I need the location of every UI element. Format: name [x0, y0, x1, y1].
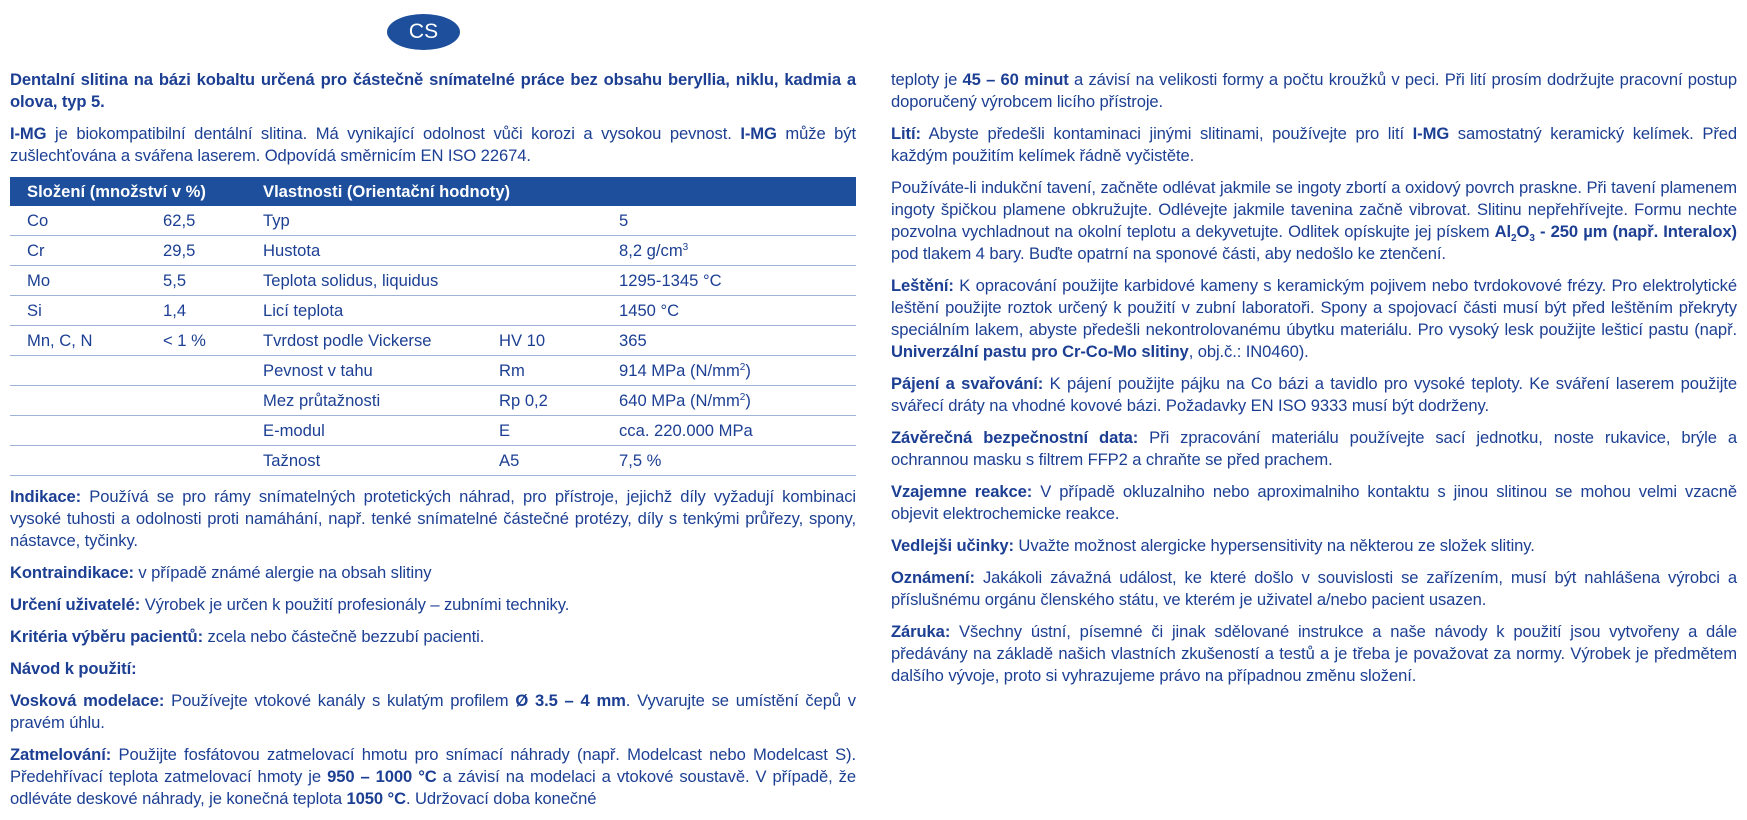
symbol-cell: Rm — [499, 356, 619, 386]
language-badge: CS — [387, 14, 460, 50]
element-cell: Mn, C, N — [10, 326, 163, 356]
property-cell: Tažnost — [263, 446, 499, 476]
percent-cell — [163, 446, 263, 476]
property-cell: Mez průtažnosti — [263, 386, 499, 416]
element-cell — [10, 416, 163, 446]
product-title: Dentalní slitina na bázi kobaltu určená pro částečně snímatelné práce bez obsahu beryllia, niklu, kadmia a olova, typ 5. — [10, 70, 856, 111]
symbol-cell: Rp 0,2 — [499, 386, 619, 416]
table-row — [10, 386, 856, 416]
element-cell — [10, 356, 163, 386]
property-cell: Licí teplota — [263, 296, 499, 326]
property-cell: Typ — [263, 206, 499, 236]
oznameni-paragraph: Oznámení: Jakákoli závažná událost, ke které došlo v souvislosti se zařízením, musí být nahlášena výrobci a příslušnému orgánu členského státu, ve kterém je uživatel a/nebo pacient usazen. — [891, 568, 1737, 609]
property-cell: Tvrdost podle Vickerse — [263, 326, 499, 356]
table-row — [10, 296, 856, 326]
percent-cell: 29,5 — [163, 236, 263, 266]
symbol-cell — [499, 236, 619, 266]
composition-properties-table — [10, 177, 856, 476]
value-cell: cca. 220.000 MPa — [619, 416, 856, 446]
table-row — [10, 236, 856, 266]
element-cell: Mo — [10, 266, 163, 296]
value-cell: 5 — [619, 206, 856, 236]
value-cell: 7,5 % — [619, 446, 856, 476]
table-row — [10, 416, 856, 446]
table-header — [10, 177, 856, 206]
table-row — [10, 326, 856, 356]
zaverecna-data-paragraph: Závěrečná bezpečnostní data: Při zpracování materiálu používejte sací jednotku, noste rukavice, brýle a ochrannou masku s filtrem FFP2 a chraňte se před prachem. — [891, 428, 1737, 469]
value-cell: 914 MPa $(N/mm^2)$ — [619, 356, 856, 386]
property-cell: Teplota solidus, liquidus — [263, 266, 499, 296]
urceni-paragraph: Určení uživatelé: Výrobek je určen k použití profesionály – zubními techniky. — [10, 595, 570, 614]
table-row — [10, 266, 856, 296]
navod-heading: Návod k použití: — [10, 659, 137, 678]
value-cell: 365 — [619, 326, 856, 356]
percent-cell: 1,4 — [163, 296, 263, 326]
left-column — [10, 69, 856, 820]
percent-cell — [163, 356, 263, 386]
zatmelovani-paragraph: Zatmelování: Použijte fosfátovou zatmelovací hmotu pro snímací náhrady (např. Modelcast nebo Modelcast S). Předehřívací teplota zatmelovací hmoty je 950 – 1000 °C a závisí na modelaci a vtokové soustavě. V případě, že odléváte deskové náhrady, je konečná teplota 1050 °C. Udržovací doba konečné — [10, 745, 856, 808]
value-cell: 1295-1345 °C — [619, 266, 856, 296]
percent-cell: 62,5 — [163, 206, 263, 236]
table-row — [10, 206, 856, 236]
liti-paragraph: Lití: Abyste předešli kontaminaci jinými slitinami, používejte pro lití I-MG samostatný keramický kelímek. Před každým použitím kelímek řádně vyčistěte. — [891, 124, 1737, 165]
properties-header: Vlastnosti (Orientační hodnoty) — [263, 177, 856, 206]
lesteni-paragraph: Leštění: K opracování použijte karbidové kameny s keramickým pojivem nebo tvrdokovové frézy. Pro elektrolytické leštění použijte roztok určený k použití v zubní laboratoři. Spony a spojovací části musí být před leštěním překryty speciálním lakem, abyste předešli nekontrolovanému úbytku materiálu. Pro vysoký lesk použijte lešticí pastu (např. Univerzální pastu pro Cr-Co-Mo slitiny, obj.č.: IN0460). — [891, 276, 1737, 361]
table-row — [10, 356, 856, 386]
value-cell: 1450 °C — [619, 296, 856, 326]
symbol-cell: A5 — [499, 446, 619, 476]
symbol-cell — [499, 296, 619, 326]
property-cell: Hustota — [263, 236, 499, 266]
value-cell: 8,2 $g/cm^3$ — [619, 236, 856, 266]
percent-cell — [163, 386, 263, 416]
value-cell: 640 MPa $(N/mm^2)$ — [619, 386, 856, 416]
intro-paragraph: I-MG je biokompatibilní dentální slitina. Má vynikající odolnost vůči korozi a vysokou pevnost. I-MG může být zušlechťována a svářena laserem. Odpovídá směrnicím EN ISO 22674. — [10, 124, 856, 165]
table-row — [10, 446, 856, 476]
vzajemne-reakce-paragraph: Vzajemne reakce: V případě okluzalniho nebo aproximalniho kontaktu s jinou slitinou se mohou velmi vzacně objevit elektrochemicke reakce. — [891, 482, 1737, 523]
element-cell: Cr — [10, 236, 163, 266]
induction-paragraph: Používáte-li indukční tavení, začněte odlévat jakmile se ingoty zbortí a oxidový povrch praskne. Při tavení plamenem ingoty špičkou plamene obkružujte. Odlévejte jakmile tavenina začně vibrovat. Slitinu nepřehřívejte. Formu nechte pozvolna vychladnout na okolní teplotu a dekyvetujte. Odlitek opískujte jej pískem $Al_2O_3 - 250$ µm (např. Interalox) pod tlakem 4 bary. Buďte opatrní na sponové části, aby nedošlo ke ztenčení. — [891, 178, 1737, 263]
pajeni-paragraph: Pájení a svařování: K pájení použijte pájku na Co bázi a tavidlo pro vysoké teploty. Ke sváření laserem použijte svářecí dráty na vhodné kovové bázi. Požadavky EN ISO 9333 musí být dodrženy. — [891, 374, 1737, 415]
element-cell — [10, 446, 163, 476]
property-cell: Pevnost v tahu — [263, 356, 499, 386]
percent-cell — [163, 416, 263, 446]
voskova-paragraph: Vosková modelace: Používejte vtokové kanály s kulatým profilem Ø 3.5 – 4 mm. Vyvarujte se umístění čepů v pravém úhlu. — [10, 691, 856, 732]
continuation-paragraph: teploty je 45 – 60 minut a závisí na velikosti formy a počtu kroužků v peci. Při lití prosím dodržujte pracovní postup doporučený výrobcem licího přístroje. — [891, 70, 1737, 111]
composition-header: Složení (množství v %) — [10, 177, 263, 206]
symbol-cell: HV 10 — [499, 326, 619, 356]
indikace-paragraph: Indikace: Používá se pro rámy snímatelných protetických náhrad, pro přístroje, jejichž díly vyžadují kombinaci vysoké tuhosti a odolnosti proti namáhání, např. tenké snímatelné částečné protézy, díly s tenkými průřezy, spony, nástavce, tyčinky. — [10, 487, 856, 550]
symbol-cell: E — [499, 416, 619, 446]
element-cell: Co — [10, 206, 163, 236]
element-cell: Si — [10, 296, 163, 326]
element-cell — [10, 386, 163, 416]
vedlejsi-ucinky-paragraph: Vedlejši učinky: Uvažte možnost alergicke hypersensitivity na některou ze složek slitiny. — [891, 536, 1535, 555]
kontraindikace-paragraph: Kontraindikace: v případě známé alergie na obsah slitiny — [10, 563, 432, 582]
symbol-cell — [499, 266, 619, 296]
percent-cell: 5,5 — [163, 266, 263, 296]
kriteria-paragraph: Kritéria výběru pacientů: zcela nebo částečně bezzubí pacienti. — [10, 627, 485, 646]
right-column — [891, 69, 1737, 697]
zaruka-paragraph: Záruka: Všechny ústní, písemné či jinak sdělované instrukce a naše návody k použití jsou vytvořeny a dále předávány na základě našich vlastních zkušeností a testů a je třeba je považovat za normy. Výrobek je předmětem dalšího vývoje, proto si vyhrazujeme právo na případnou změnu složení. — [891, 622, 1737, 685]
property-cell: E-modul — [263, 416, 499, 446]
percent-cell: < 1 % — [163, 326, 263, 356]
symbol-cell — [499, 206, 619, 236]
